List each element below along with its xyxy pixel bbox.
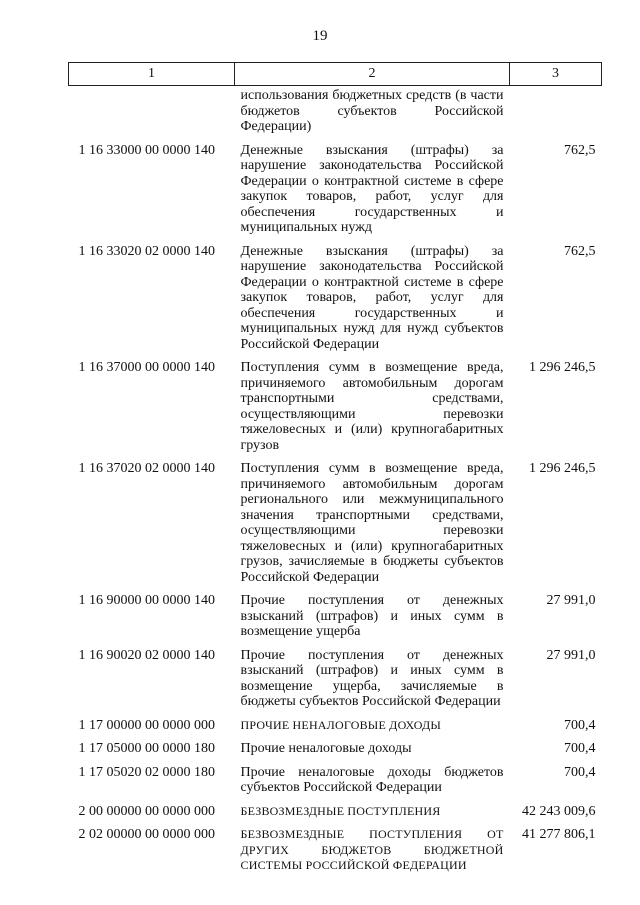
revenue-table: [68, 62, 602, 882]
amount-value: 700,4: [564, 717, 596, 733]
revenue-description: Прочие неналоговые доходы: [240, 741, 412, 756]
revenue-description: Прочие неналоговые доходы бюджетов субъектов Российской Федерации: [240, 764, 504, 795]
budget-code: 2 02 00000 00 0000 000: [78, 827, 215, 842]
continuation-row: [69, 86, 602, 143]
table-row: [69, 143, 602, 244]
table-row: [69, 648, 602, 718]
amount-value: 41 277 806,1: [522, 827, 596, 842]
budget-code: 1 17 00000 00 0000 000: [78, 717, 215, 733]
column-header-1: 1: [69, 63, 235, 86]
continuation-amount-cell: [510, 86, 602, 143]
revenue-description: Денежные взыскания (штрафы) за нарушение законодательства Российской Федерации о контрактной системе в сфере закупок товаров, работ, услуг для обеспечения государственных и муниципальных нужд: [240, 142, 504, 235]
table-body: [69, 86, 602, 882]
amount-value: 762,5: [564, 142, 596, 158]
amount-value: 27 991,0: [546, 647, 596, 663]
amount-value: 42 243 009,6: [522, 803, 596, 819]
budget-code: 1 16 33000 00 0000 140: [78, 142, 215, 158]
budget-code: 1 16 90020 02 0000 140: [78, 647, 215, 663]
revenue-description: БЕЗВОЗМЕЗДНЫЕ ПОСТУПЛЕНИЯ ОТ ДРУГИХ БЮДЖЕТОВ БЮДЖЕТНОЙ СИСТЕМЫ РОССИЙСКОЙ ФЕДЕРАЦИИ: [240, 827, 504, 872]
table-row: [69, 741, 602, 765]
table-row: [69, 461, 602, 593]
amount-value: 700,4: [564, 741, 596, 756]
table-row: [69, 244, 602, 361]
table-row: [69, 765, 602, 804]
amount-value: 700,4: [564, 764, 596, 780]
table-row: [69, 593, 602, 648]
amount-value: 1 296 246,5: [529, 461, 596, 476]
revenue-description: Поступления сумм в возмещение вреда, причиняемого автомобильным дорогам транспортными средствами, осуществляющими перевозки тяжеловесных и (или) крупногабаритных грузов: [240, 360, 504, 453]
revenue-description: Прочие поступления от денежных взысканий (штрафов) и иных сумм в возмещение ущерба: [240, 593, 504, 639]
table-header-row: [69, 63, 602, 86]
amount-value: 27 991,0: [546, 593, 596, 608]
budget-code: 1 17 05020 02 0000 180: [78, 764, 215, 780]
table-row: [69, 718, 602, 742]
continuation-code-cell: [69, 86, 235, 143]
revenue-description: Поступления сумм в возмещение вреда, причиняемого автомобильным дорогам регионального или межмуниципального значения транспортными средствами, осуществляющими перевозки тяжеловесных и (или) крупногабаритных грузов, зачисляемые в бюджеты субъектов Российской Федерации: [240, 461, 504, 585]
column-header-2: 2: [235, 63, 510, 86]
budget-code: 1 16 37000 00 0000 140: [78, 360, 215, 375]
page-number: 19: [312, 28, 328, 44]
budget-code: 1 16 90000 00 0000 140: [78, 593, 215, 608]
table-row: [69, 360, 602, 461]
column-header-3: 3: [510, 63, 602, 86]
amount-value: 762,5: [564, 243, 596, 259]
revenue-description: ПРОЧИЕ НЕНАЛОГОВЫЕ ДОХОДЫ: [240, 717, 442, 732]
revenue-description: Денежные взыскания (штрафы) за нарушение законодательства Российской Федерации о контрактной системе в сфере закупок товаров, работ, услуг для обеспечения государственных и муниципальных нужд для нужд субъектов Российской Федерации: [240, 243, 504, 352]
budget-code: 1 16 37020 02 0000 140: [78, 461, 215, 476]
budget-code: 1 17 05000 00 0000 180: [78, 741, 215, 756]
revenue-description: Прочие поступления от денежных взысканий (штрафов) и иных сумм в возмещение ущерба, зачисляемые в бюджеты субъектов Российской Федерации: [240, 647, 504, 709]
table-row: [69, 827, 602, 882]
continuation-text: использования бюджетных средств (в части бюджетов субъектов Российской Федерации): [240, 88, 504, 134]
table-row: [69, 804, 602, 828]
revenue-description: БЕЗВОЗМЕЗДНЫЕ ПОСТУПЛЕНИЯ: [240, 803, 441, 818]
budget-code: 2 00 00000 00 0000 000: [78, 803, 215, 819]
budget-code: 1 16 33020 02 0000 140: [78, 243, 215, 259]
amount-value: 1 296 246,5: [529, 360, 596, 375]
